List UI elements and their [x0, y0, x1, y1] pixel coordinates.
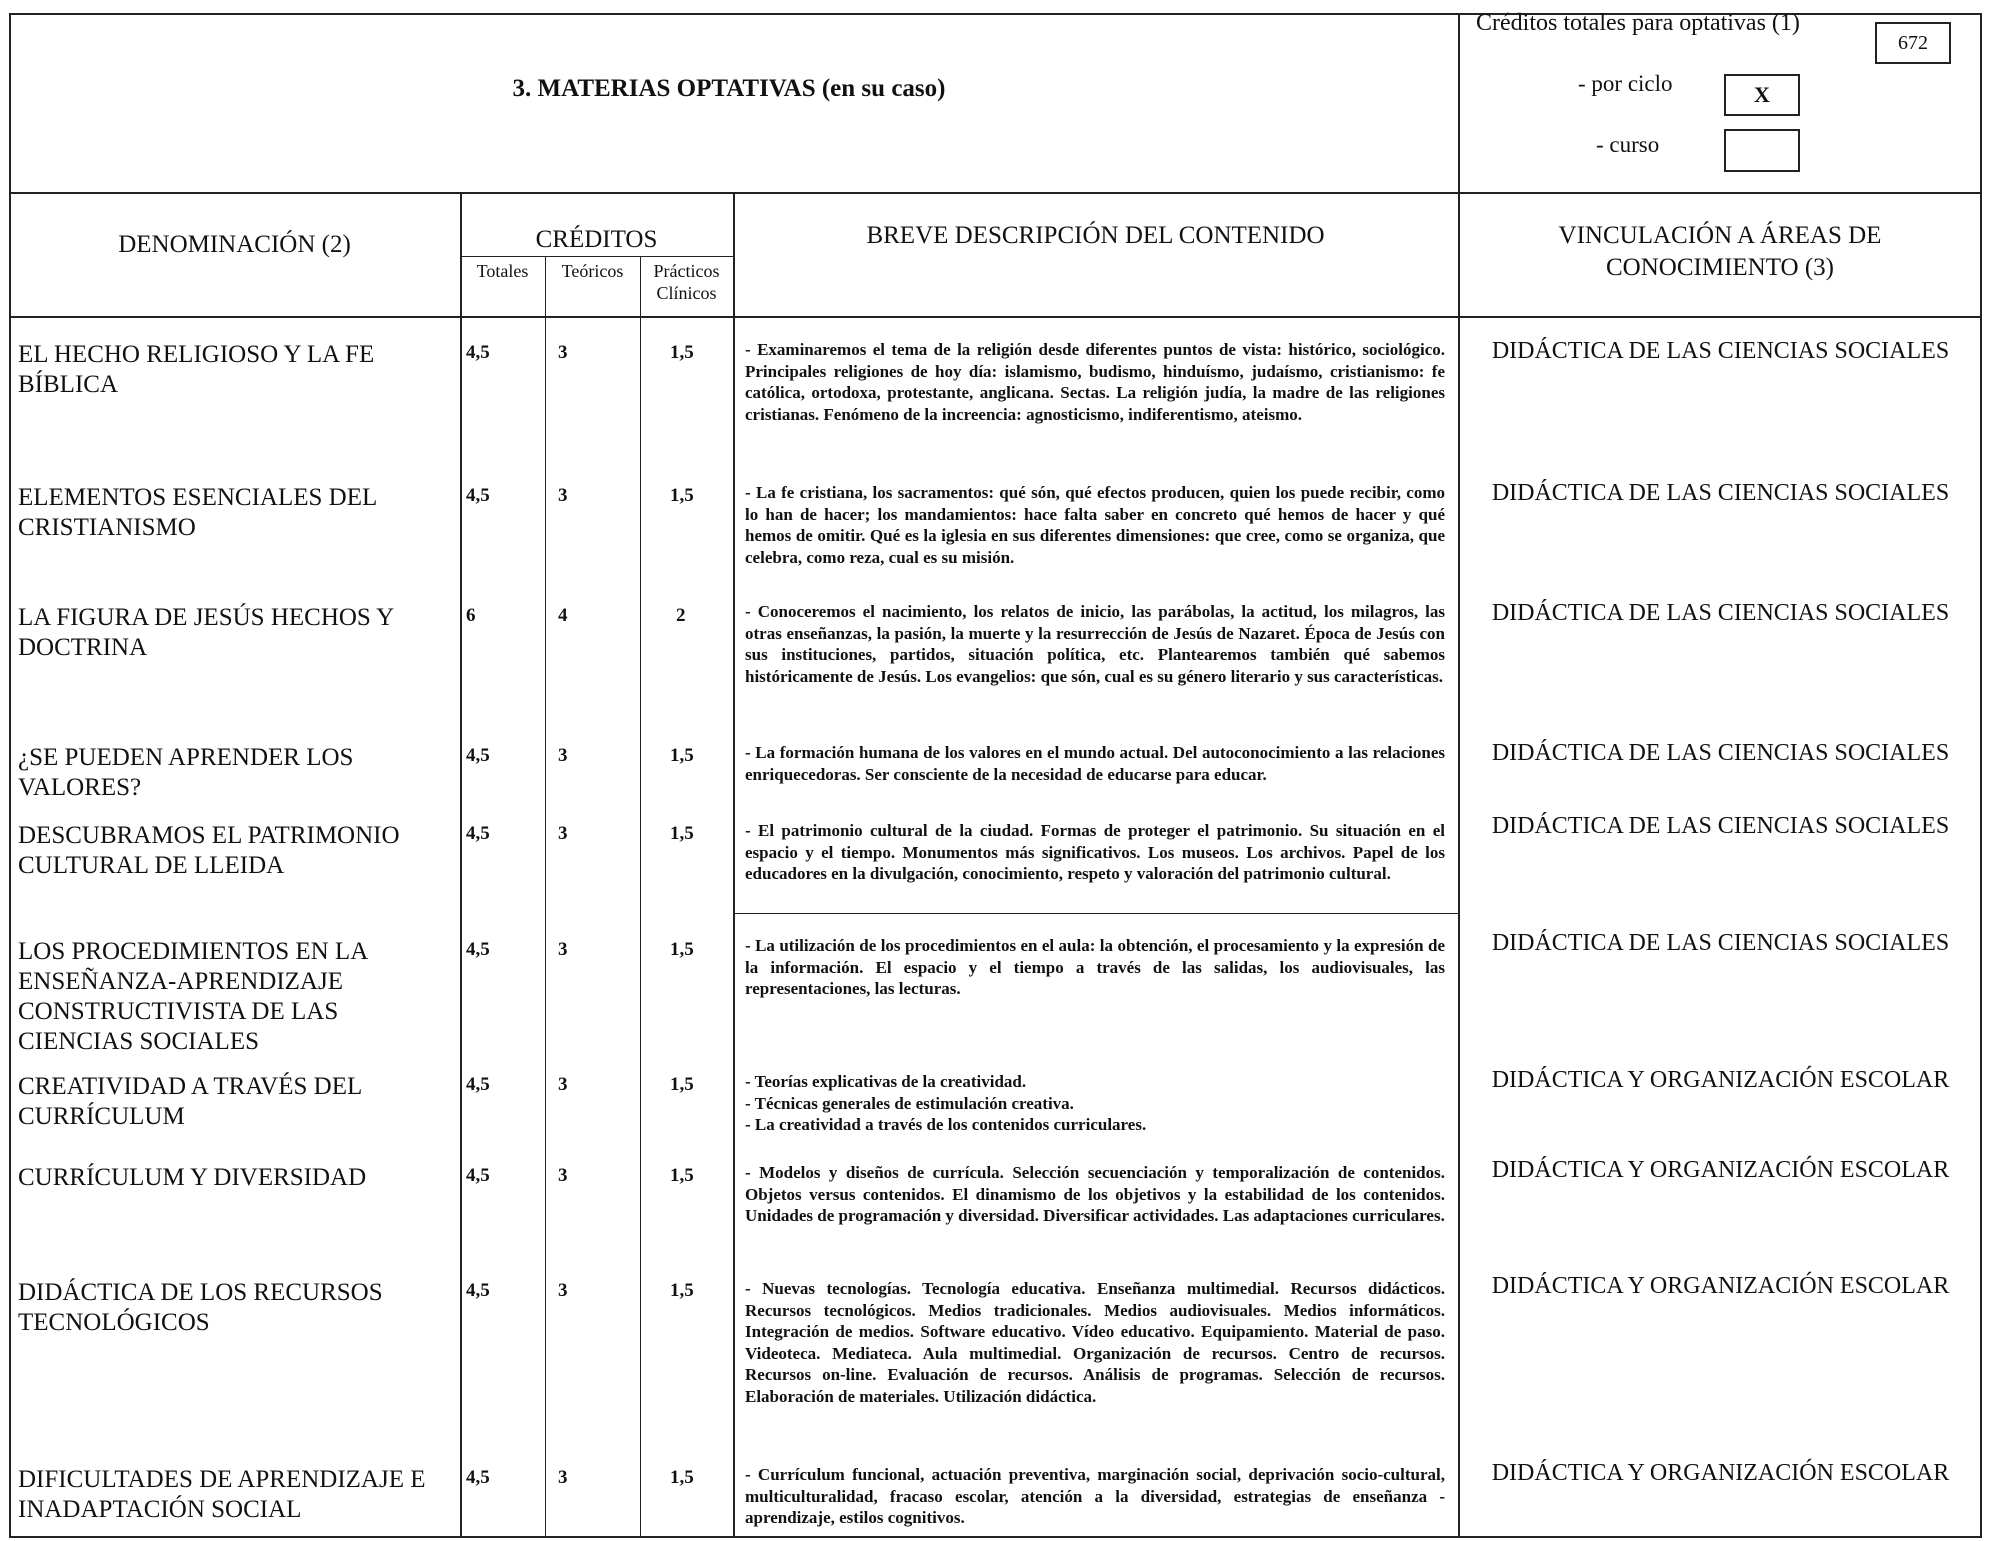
- row-name: DESCUBRAMOS EL PATRIMONIO CULTURAL DE LLEIDA: [18, 822, 400, 879]
- row-description: - Modelos y diseños de currícula. Selección secuenciación y temporalización de contenidos. Objetos versus contenidos. El dinamismo de los objetivos y la estabilidad de los contenidos. Unidades de programación y diversidad. Diversificar actividades. Las adaptaciones curriculares.: [745, 1163, 1445, 1225]
- row-practicos: 1,5: [670, 1280, 694, 1301]
- divider-name-credits: [460, 192, 462, 1538]
- row-area: DIDÁCTICA Y ORGANIZACIÓN ESCOLAR: [1491, 1273, 1950, 1299]
- column-header-bottom: [9, 316, 1982, 318]
- row-totales: 4,5: [466, 1467, 490, 1488]
- header-teoricos: Teóricos: [561, 261, 624, 281]
- header-vinculacion: [1458, 220, 1982, 284]
- row-teoricos: 3: [558, 823, 568, 844]
- por-ciclo-box: [1724, 74, 1800, 116]
- row-area: DIDÁCTICA Y ORGANIZACIÓN ESCOLAR: [1491, 1157, 1950, 1183]
- row-area: DIDÁCTICA DE LAS CIENCIAS SOCIALES: [1491, 813, 1950, 839]
- row-name: CREATIVIDAD A TRAVÉS DEL CURRÍCULUM: [18, 1073, 362, 1130]
- row-name: DIFICULTADES DE APRENDIZAJE E INADAPTACIÓN SOCIAL: [18, 1466, 426, 1523]
- divider-credits-description: [733, 192, 735, 1538]
- row-description: - La formación humana de los valores en el mundo actual. Del autoconocimiento a las relaciones enriquecedoras. Ser consciente de la necesidad de educarse para educar.: [745, 743, 1445, 784]
- header-descripcion: BREVE DESCRIPCIÓN DEL CONTENIDO: [866, 222, 1325, 249]
- creditos-totales-value: 672: [1898, 31, 1928, 54]
- row-practicos: 1,5: [670, 1074, 694, 1095]
- row-teoricos: 3: [558, 939, 568, 960]
- row-description: - Nuevas tecnologías. Tecnología educativa. Enseñanza multimedial. Recursos didácticos. Recursos tecnológicos. Medios tradicionales. Medios audiovisuales. Medios informáticos. Integración de medios. Software educativo. Vídeo educativo. Equipamiento. Material de paso. Videoteca. Mediateca. Aula multimedial. Organización de recursos. Centro de recursos. Recursos on-line. Evaluación de recursos. Análisis de programas. Selección de recursos. Elaboración de materiales. Utilización didáctica.: [745, 1279, 1445, 1406]
- header-separator: [9, 192, 1982, 194]
- header-practicos-line2: Clínicos: [656, 283, 717, 303]
- row-description: - Currículum funcional, actuación preventiva, marginación social, deprivación socio-cultural, multiculturalidad, fracaso escolar, atención a la diversidad, estrategias de enseñanza - aprendizaje, estilos cognitivos.: [745, 1465, 1445, 1527]
- row-practicos: 1,5: [670, 485, 694, 506]
- section-title-text: 3. MATERIAS OPTATIVAS: [512, 75, 816, 102]
- row-totales: 4,5: [466, 342, 490, 363]
- row-name: EL HECHO RELIGIOSO Y LA FE BÍBLICA: [18, 341, 375, 398]
- row-teoricos: 4: [558, 605, 568, 626]
- row-area: DIDÁCTICA Y ORGANIZACIÓN ESCOLAR: [1491, 1067, 1950, 1093]
- divider-teoricos: [640, 256, 641, 1538]
- row-totales: 4,5: [466, 745, 490, 766]
- row-name: DIDÁCTICA DE LOS RECURSOS TECNOLÓGICOS: [18, 1279, 383, 1336]
- row-description: - Conoceremos el nacimiento, los relatos de inicio, las parábolas, la actitud, los milagros, las otras enseñanzas, la pasión, la muerte y la resurrección de Jesús de Nazaret. Época de Jesús con sus instituciones, partidos, situación política, etc. Plantearemos también qué sabemos históricamente de Jesús. Los evangelios: que són, cual es su género literario y sus características.: [745, 602, 1445, 686]
- header-creditos: CRÉDITOS: [535, 226, 658, 253]
- row-totales: 6: [466, 605, 476, 626]
- row-totales: 4,5: [466, 485, 490, 506]
- row-teoricos: 3: [558, 1074, 568, 1095]
- row-practicos: 1,5: [670, 823, 694, 844]
- row-area: DIDÁCTICA DE LAS CIENCIAS SOCIALES: [1491, 740, 1950, 766]
- row-teoricos: 3: [558, 1280, 568, 1301]
- row-practicos: 1,5: [670, 745, 694, 766]
- row-description: - La utilización de los procedimientos en el aula: la obtención, el procesamiento y la expresión de la información. El espacio y el tiempo a través de las salidas, los audiovisuales, las representaciones, las lecturas.: [745, 936, 1445, 998]
- row-area: DIDÁCTICA DE LAS CIENCIAS SOCIALES: [1491, 600, 1950, 626]
- row-practicos: 1,5: [670, 1165, 694, 1186]
- section-title-suffix: (en su caso): [821, 75, 946, 102]
- row-practicos: 1,5: [670, 939, 694, 960]
- section-title: [0, 75, 1458, 103]
- row-area: DIDÁCTICA DE LAS CIENCIAS SOCIALES: [1491, 930, 1950, 956]
- header-vinculacion-line2: CONOCIMIENTO (3): [1606, 254, 1834, 281]
- description-separator: [733, 913, 1458, 914]
- creditos-subheader-line: [460, 256, 733, 257]
- row-practicos: 1,5: [670, 1467, 694, 1488]
- row-teoricos: 3: [558, 342, 568, 363]
- row-name: LOS PROCEDIMIENTOS EN LA ENSEÑANZA-APRENDIZAJE CONSTRUCTIVISTA DE LAS CIENCIAS SOCIALES: [18, 938, 367, 1055]
- header-vinculacion-line1: VINCULACIÓN A ÁREAS DE: [1558, 222, 1882, 249]
- por-ciclo-mark: X: [1754, 82, 1770, 107]
- header-totales: Totales: [476, 261, 529, 281]
- row-area: DIDÁCTICA DE LAS CIENCIAS SOCIALES: [1491, 480, 1950, 506]
- row-description: - Teorías explicativas de la creatividad. - Técnicas generales de estimulación creativa. - La creatividad a través de los contenidos curriculares.: [745, 1072, 1147, 1134]
- row-area: DIDÁCTICA DE LAS CIENCIAS SOCIALES: [1491, 338, 1950, 364]
- header-denominacion: DENOMINACIÓN (2): [118, 231, 351, 258]
- row-practicos: 2: [676, 605, 686, 626]
- creditos-totales-label: Créditos totales para optativas (1): [1476, 10, 1800, 36]
- row-teoricos: 3: [558, 485, 568, 506]
- row-description: - La fe cristiana, los sacramentos: qué són, qué efectos producen, quien los puede recibir, como lo han de hacer; los mandamientos: hace falta saber en concreto qué hemos de hacer y qué hemos de omitir. Qué es la iglesia en sus diferentes dimensiones: que cree, como se organiza, que celebra, como reza, cual es su misión.: [745, 483, 1445, 567]
- curso-label: - curso: [1596, 132, 1660, 157]
- row-totales: 4,5: [466, 1280, 490, 1301]
- header-practicos-line1: Prácticos: [653, 261, 720, 281]
- row-teoricos: 3: [558, 1467, 568, 1488]
- row-practicos: 1,5: [670, 342, 694, 363]
- row-name: CURRÍCULUM Y DIVERSIDAD: [18, 1164, 367, 1191]
- creditos-totales-box: [1875, 22, 1951, 64]
- row-totales: 4,5: [466, 1074, 490, 1095]
- row-totales: 4,5: [466, 939, 490, 960]
- curso-box: [1724, 129, 1800, 172]
- row-area: DIDÁCTICA Y ORGANIZACIÓN ESCOLAR: [1491, 1460, 1950, 1486]
- divider-totales: [545, 256, 546, 1538]
- row-name: ¿SE PUEDEN APRENDER LOS VALORES?: [18, 744, 354, 801]
- por-ciclo-label: - por ciclo: [1578, 71, 1673, 96]
- row-totales: 4,5: [466, 1165, 490, 1186]
- row-name: LA FIGURA DE JESÚS HECHOS Y DOCTRINA: [18, 604, 394, 661]
- row-description: - El patrimonio cultural de la ciudad. Formas de proteger el patrimonio. Su situación en el espacio y el tiempo. Monumentos más significativos. Los museos. Los archivos. Papel de los educadores en la divulgación, conocimiento, respeto y valoración del patrimonio cultural.: [745, 821, 1445, 883]
- row-teoricos: 3: [558, 1165, 568, 1186]
- header-practicos: [640, 260, 733, 304]
- row-name: ELEMENTOS ESENCIALES DEL CRISTIANISMO: [18, 484, 377, 541]
- row-teoricos: 3: [558, 745, 568, 766]
- row-description: - Examinaremos el tema de la religión desde diferentes puntos de vista: histórico, sociológico. Principales religiones de hoy día: islamismo, budismo, hinduísmo, judaísmo, cristianismo: fe católica, ortodoxa, protestante, anglicana. Sectas. La religión judía, la madre de las religiones cristianas. Fenómeno de la increencia: agnosticismo, indiferentismo, ateismo.: [745, 340, 1445, 424]
- row-totales: 4,5: [466, 823, 490, 844]
